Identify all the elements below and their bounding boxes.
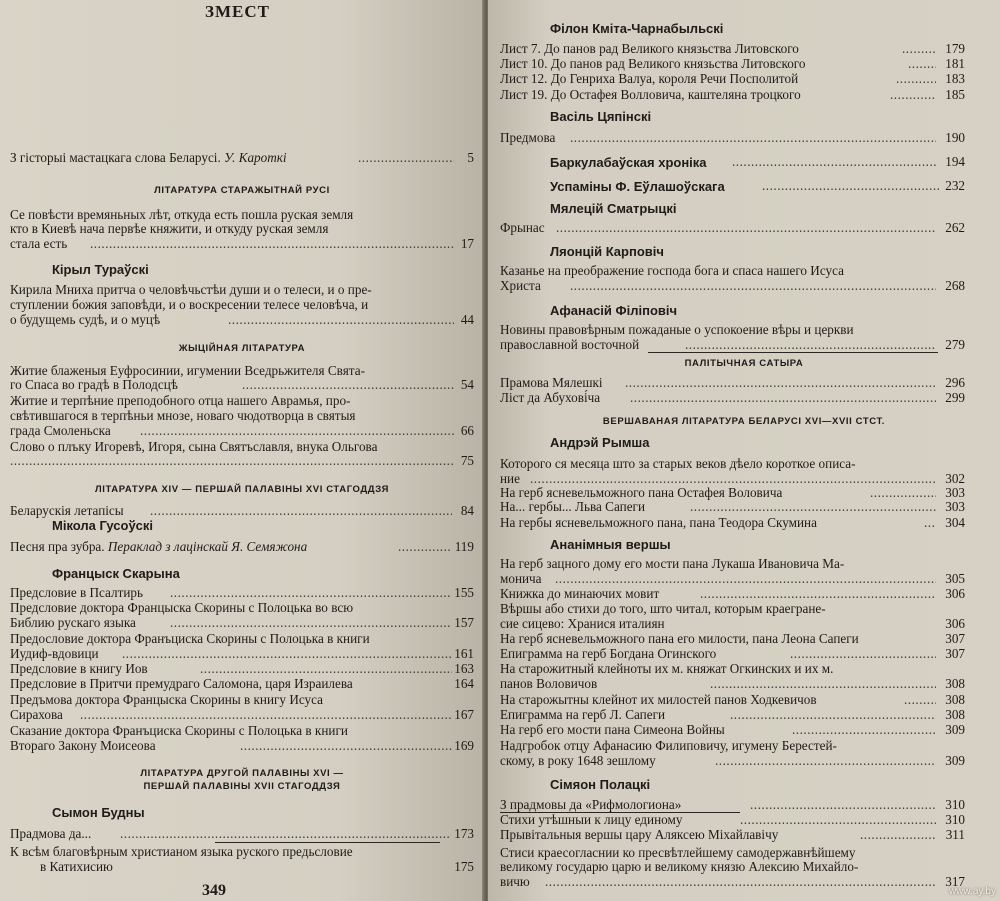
page-number: 349 bbox=[202, 882, 226, 899]
author-heading: Філон Кміта-Чарнабыльскі bbox=[550, 21, 724, 36]
section-heading: ЛІТАРАТУРА СТАРАЖЫТНАЙ РУСІ bbox=[154, 185, 330, 196]
section-heading: ПЕРШАЙ ПАЛАВІНЫ XVII СТАГОДДЗЯ bbox=[143, 781, 341, 792]
author-heading: Кірыл Тураўскі bbox=[52, 262, 149, 277]
toc-entry-line: Надгробок отцу Афанасию Филиповичу, игумену Берестей- bbox=[500, 738, 837, 753]
section-heading: ВЕРШАВАНАЯ ЛІТАРАТУРА БЕЛАРУСІ XVI—XVII СТСТ. bbox=[602, 416, 886, 427]
section-heading: ЛІТАРАТУРА XIV — ПЕРШАЙ ПАЛАВІНЫ XVI СТАГОДДЗЯ bbox=[94, 484, 390, 495]
author-heading: Мялецій Сматрыцкі bbox=[550, 201, 677, 216]
toc-entry-line: ступлении божия заповѣди, и о воскресении телесе человѣча, и bbox=[10, 297, 369, 312]
author-heading: Афанасій Філіповіч bbox=[550, 303, 678, 318]
toc-entry-line: Кирила Мниха притча о человѣчьстѣи души и о телеси, и о пре- bbox=[10, 282, 372, 297]
author-heading: Васіль Цяпінскі bbox=[550, 109, 652, 124]
toc-entry-line: Сказание доктора Франъциска Скорины с Полоцька в книги bbox=[10, 723, 348, 738]
rule bbox=[215, 842, 440, 843]
author-heading: Францыск Скарына bbox=[52, 566, 180, 581]
toc-entry-line: На герб зацного дому его мости пана Лукаша Ивановича Ма- bbox=[500, 556, 845, 571]
author-heading: Ляонцій Карповіч bbox=[550, 244, 664, 259]
author-heading: Сымон Будны bbox=[52, 805, 145, 820]
toc-entry-line: Стиси краесогласнии ко пресвѣтлейшему самодержавнѣйшему bbox=[500, 845, 856, 860]
toc-entry-line: великому государю царю и великому князю Алексию Михайло- bbox=[500, 859, 859, 874]
author-heading: Мікола Гусоўскі bbox=[52, 518, 154, 533]
left-page: ЗМЕСТ З гісторыі мастацкага слова Беларусі. У. Кароткі ..... 5 ЛІТАРАТУРА СТАРАЖЫТНАЙ РУСІ Се повѣсти времяньных лѣт, откуда есть пошла руская земля кто в Киевѣ нача первѣе княжити, и откуду руская земля стала есть ..... 17 Кірыл Тураўскі Кирила Мниха притча о человѣчьстѣи души и о телеси, и о пре- ступлении божия заповѣди, и о воскресении телесе человѣча, и о будущемь судѣ, и о муцѣ ..... 44 ЖЫЦІЙНАЯ ЛІТАРАТУРА Житие блаженыя Еуфросинии, игумении Вседрьжителя Свята- го Спаса во градѣ в Полодсцѣ ..... 54 Житие и терпѣние преподобного отца нашего Аврамья, про- свѣтившагося в терпѣньи мнозе, новаго чюдотворца в святыя града Смоленьска ..... 66 Слово о плъку Игоревѣ, Игоря, сына Святъславля, внука Ольгова ..... 75 ЛІТАРАТУРА XIV — ПЕРШАЙ ПАЛАВІНЫ XVI СТАГОДДЗЯ Беларускія летапісы ..... 84 Мікола Гусоўскі Песня пра зубра. Пераклад з лацінскай Я. Семяжона ..... 119 Францыск Скарына Предсловие в Псалтирь ..... 155 Предсловие доктора Францыска Скорины с Полоцька во всю Библию рускаго языка ..... 157 Предословие доктора Франъциска Скорины с Полоцька в книги Иудиф-вдовици ..... 161 Предсловие в книгу Иов ..... 163 Предсловие в Притчи премудраго Саломона, царя Израилева 164 Предъмова доктора Францыска Скорины в книгу Исуса Сирахова ..... 167 Сказание доктора Франъциска Скорины с Полоцька в книги Вторaго Закону Моисеова ..... 169 ЛІТАРАТУРА ДРУГОЙ ПАЛАВІНЫ XVI — ПЕРШАЙ ПАЛАВІНЫ XVII СТАГОДДЗЯ Сымон Будны Прадмова да... ..... 173 К всѣм благовѣрным христианом языка руского предьсловие в Катихисию 175 349 bbox=[0, 0, 484, 901]
author-heading: Ананімныя вершы bbox=[550, 537, 671, 552]
section-heading: ПАЛІТЫЧНАЯ САТЫРА bbox=[684, 358, 804, 369]
toc-entry-line: Вѣршы або стихи до того, што читал, которым краегране- bbox=[500, 601, 826, 616]
toc-entry-line: Житие блаженыя Еуфросинии, игумении Вседрьжителя Свята- bbox=[10, 363, 365, 378]
toc-entry-line: свѣтившагося в терпѣньи мнозе, новаго чюдотворца в святыя bbox=[10, 408, 356, 423]
toc-entry-line: На старожитный клейноты их м. княжат Огкинских и их м. bbox=[500, 661, 834, 676]
toc-entry-line: Се повѣсти времяньных лѣт, откуда есть пошла руская земля bbox=[10, 207, 354, 222]
section-heading: ЖЫЦІЙНАЯ ЛІТАРАТУРА bbox=[178, 343, 306, 354]
section-heading: ЛІТАРАТУРА ДРУГОЙ ПАЛАВІНЫ XVI — bbox=[140, 768, 344, 779]
toc-entry-line: кто в Киевѣ нача первѣе княжити, и откуду руская земля bbox=[10, 221, 329, 236]
page-title: ЗМЕСТ bbox=[205, 2, 270, 21]
toc-entry-line: Предсловие доктора Францыска Скорины с Полоцька во всю bbox=[10, 600, 354, 615]
toc-entry-line: К всѣм благовѣрным христианом языка руского предьсловие bbox=[10, 844, 353, 859]
toc-entry-line: Предословие доктора Франъциска Скорины с Полоцька в книги bbox=[10, 631, 370, 646]
rule bbox=[648, 352, 938, 353]
toc-entry-line: Предъмова доктора Францыска Скорины в книгу Исуса bbox=[10, 692, 323, 707]
toc-entry-line: Новины правовѣрным пожаданые о успокоение вѣры и церкви bbox=[500, 322, 854, 337]
toc-entry-line: Житие и терпѣние преподобного отца нашего Аврамья, про- bbox=[10, 393, 351, 408]
toc-entry-line: Слово о плъку Игоревѣ, Игоря, сына Святъславля, внука Ольгова bbox=[10, 439, 378, 454]
author-heading: Андрэй Рымша bbox=[550, 435, 650, 450]
right-page: Філон Кміта-Чарнабыльскі Лист 7. До панов рад Великого князьства Литовского ..... 179 Лист 10. До панов рад Великого князьства Литовского ..... 181 Лист 12. До Генриха Валуа, короля Речи Посполитой ..... 183 Лист 19. До Остафея Волловича, каштеляна троцкого ..... 185 Васіль Цяпінскі Предмова ..... 190 Баркулабаўская хроніка ..... 194 Успаміны Ф. Еўлашоўскага ..... 232 Мялецій Сматрыцкі Фрынас ..... 262 Ляонцій Карповіч Казанье на преображение господа бога и спаса нашего Исуса Христа ..... 268 Афанасій Філіповіч Новины правовѣрным пожаданые о успокоение вѣры и церкви православной восточной ..... 279 ПАЛІТЫЧНАЯ САТЫРА Прамова Мялешкі ..... 296 Ліст да Абухові́ча ..... 299 ВЕРШАВАНАЯ ЛІТАРАТУРА БЕЛАРУСІ XVI—XVII СТСТ. Андрэй Рымша Которого ся месяца што за старых веков дѣело короткое описа- ние ..... 302 На герб ясневельможного пана Остафея Воловича ..... 303 На... гербы... Льва Сапеги ..... 303 На гербы ясневельможного пана, пана Теодора Скумина ..... 304 Ананімныя вершы На герб зацного дому его мости пана Лукаша Ивановича Ма- моничa ..... 305 Книжка до минаючих мовит ..... 306 Вѣршы або стихи до того, што читал, которым краегране- сие сицево: Хранися италиян 306 На герб ясневельможного пана его милости, пана Леона Сапеги 307 Епиграмма на герб Богдана Огинского ..... 307 На старожитный клейноты их м. княжат Огкинских и их м. панов Воловичов ..... 308 На старожытны клейнот их милостей панов Ходкевичов ..... 308 Епиграмма на герб Л. Сапеги ..... 308 На герб его мости пана Симеона Войны ..... 309 Надгробок отцу Афанасию Филиповичу, игумену Берестей- скому, в року 1648 зешлому ..... 309 Сімяон Полацкі З прадмовы да «Рифмологиона» ..... 310 Стихи утѣшныи к лицу единому ..... 310 Прывітальныя вершы цару Аляксею Міхайлавічу ..... 311 Стиси краесогласнии ко пресвѣтлейшему самодержавнѣйшему великому государю царю и великому князю Алексию Михайло- вичю ..... 317 www.ay.by bbox=[488, 0, 1000, 901]
toc-entry-line: Которого ся месяца што за старых веков дѣело короткое описа- bbox=[500, 456, 856, 471]
watermark: www.ay.by bbox=[948, 886, 996, 897]
toc-entry-line: Казанье на преображение господа бога и спаса нашего Исуса bbox=[500, 263, 844, 278]
author-heading: Сімяон Полацкі bbox=[550, 777, 651, 792]
